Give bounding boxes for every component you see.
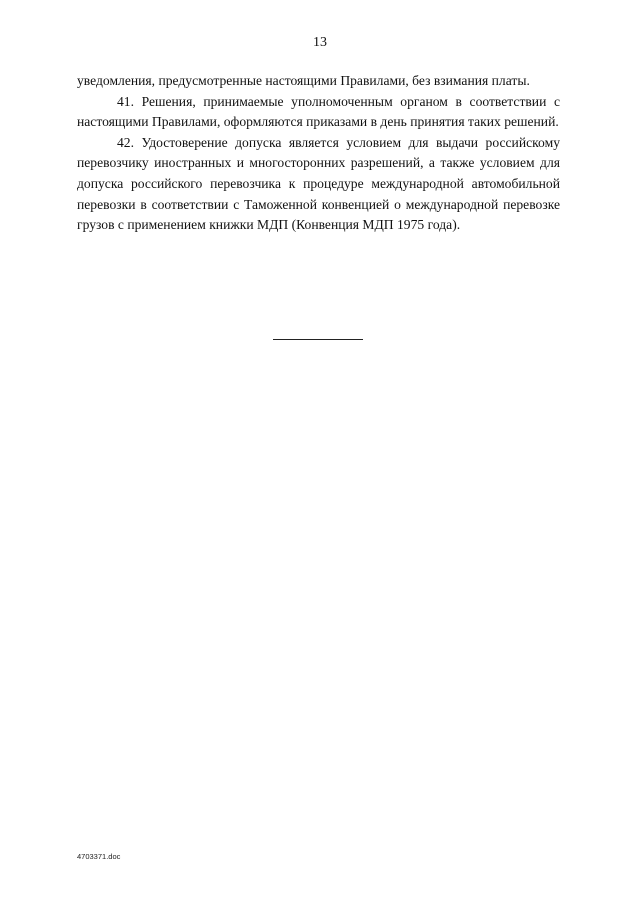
footer-file-name: 4703371.doc [77,852,121,861]
paragraph-continuation: уведомления, предусмотренные настоящими Правилами, без взимания платы. [77,73,530,88]
end-separator-line [273,339,363,340]
page-number: 13 [313,35,327,50]
paragraph-item-42: 42. Удостоверение допуска является условием для выдачи российскому перевозчику иностранных и многосторонних разрешений, а также условием для допуска российского перевозчика к процедуре международной автомобильной перевозки в соответствии с Таможенной конвенцией о международной перевозке грузов с применением книжки МДП (Конвенция МДП 1975 года). [77,134,560,233]
document-body [77,71,560,236]
paragraph-item-41: 41. Решения, принимаемые уполномоченным органом в соответствии с настоящими Правилами, оформляются приказами в день принятия таких решений. [77,93,560,130]
